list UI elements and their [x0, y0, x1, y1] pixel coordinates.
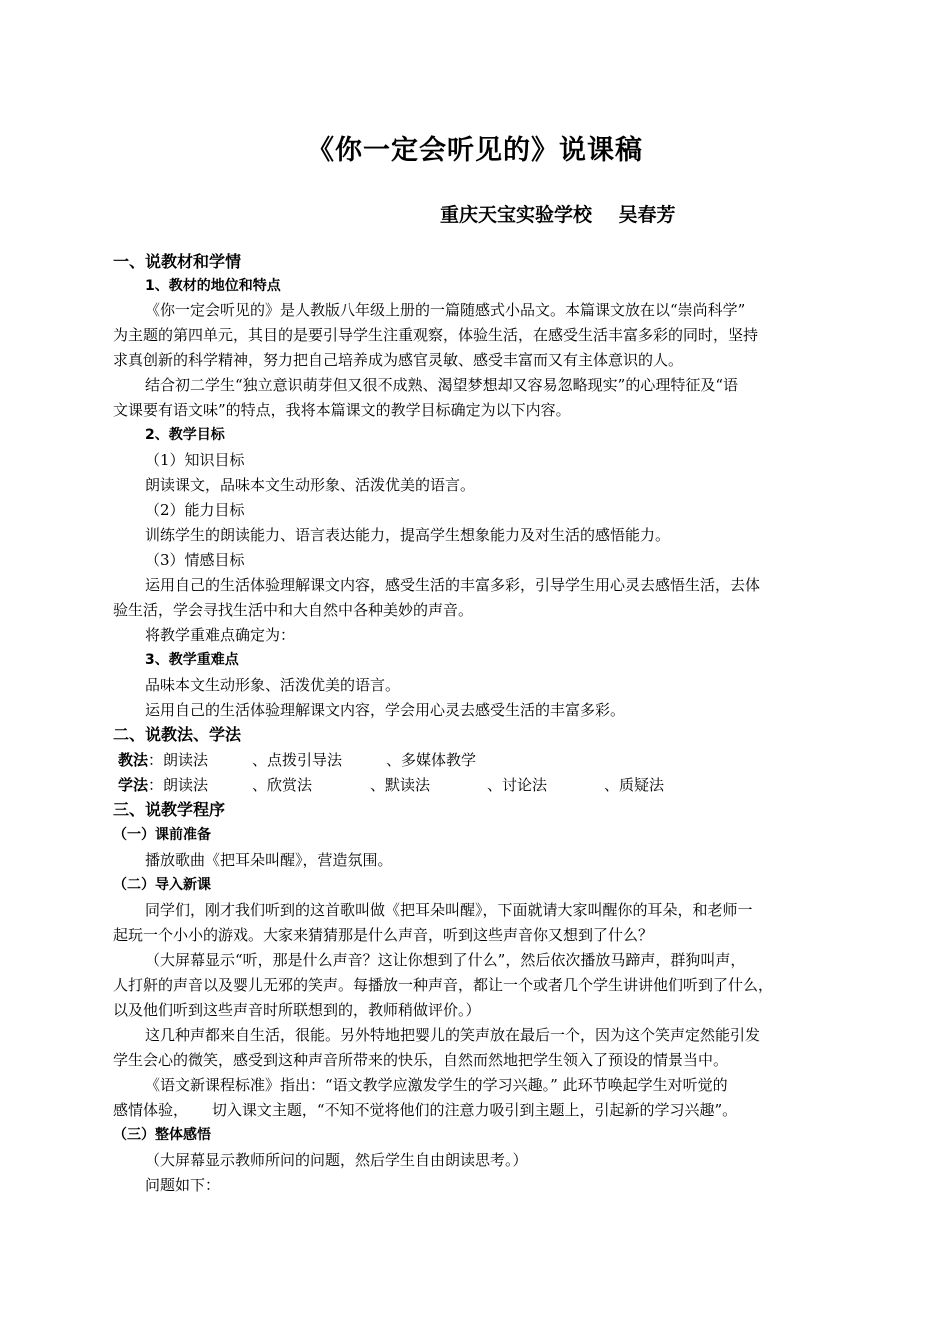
learning-method: 、讨论法 — [487, 776, 548, 794]
paragraph-line: 这几种声都来自生活，很能。另外特地把婴儿的笑声放在最后一个，因为这个笑声定然能引发 — [145, 1026, 761, 1044]
goal-knowledge-text: 朗读课文，品味本文生动形象、活泼优美的语言。 — [145, 476, 476, 494]
goal-emotion-label: （3）情感目标 — [145, 551, 245, 569]
paragraph-line: 感情体验， 切入课文主题，“不知不觉将他们的注意力吸引到主题上，引起新的学习兴趣”。 — [113, 1101, 738, 1119]
teaching-methods-label: 教法 — [118, 751, 149, 769]
paragraph-line: 播放歌曲《把耳朵叫醒》，营造氛围。 — [145, 851, 393, 869]
teaching-method: 、点拨引导法 — [252, 751, 343, 769]
keypoint-line: 运用自己的生活体验理解课文内容，学会用心灵去感受生活的丰富多彩。 — [145, 701, 626, 719]
paragraph-line: （大屏幕显示“听，那是什么声音？这让你想到了什么”，然后依次播放马蹄声，群狗叫声， — [145, 951, 746, 969]
paragraph-line: 起玩一个小小的游戏。大家来猜猜那是什么声音，听到这些声音你又想到了什么？ — [113, 926, 654, 944]
subheading-introduction: （二）导入新课 — [113, 877, 211, 893]
subheading-keypoints: 3、教学重难点 — [145, 652, 239, 668]
learning-methods-line — [118, 775, 208, 795]
paragraph-line: 同学们，刚才我们听到的这首歌叫做《把耳朵叫醒》，下面就请大家叫醒你的耳朵，和老师一 — [145, 901, 753, 919]
subheading-goals: 2、教学目标 — [145, 427, 225, 443]
paragraph-line: 结合初二学生“独立意识萌芽但又很不成熟、渴望梦想却又容易忽略现实”的心理特征及“语 — [145, 376, 739, 394]
teaching-methods-line: 教法：朗读法 — [118, 751, 209, 769]
teaching-method: 、多媒体教学 — [386, 751, 477, 769]
paragraph-line: 为主题的第四单元，其目的是要引导学生注重观察，体验生活，在感受生活丰富多彩的同时，坚持 — [113, 326, 759, 344]
paragraph-line: 学生会心的微笑，感受到这种声音所带来的快乐，自然而然地把学生领入了预设的情景当中。 — [113, 1051, 729, 1069]
goal-ability-label: （2）能力目标 — [145, 501, 245, 519]
paragraph-line: 求真创新的科学精神，努力把自己培养成为感官灵敏、感受丰富而又有主体意识的人。 — [113, 351, 684, 369]
section-heading-3: 三、说教学程序 — [113, 800, 226, 819]
subheading-overall: （三）整体感悟 — [113, 1127, 211, 1143]
learning-method: 、质疑法 — [604, 776, 665, 794]
paragraph-line: （大屏幕显示教师所问的问题，然后学生自由朗读思考。） — [145, 1151, 528, 1169]
learning-method: 、欣赏法 — [252, 776, 313, 794]
learning-methods-label: 学法 — [118, 776, 149, 794]
section-heading-1: 一、说教材和学情 — [113, 252, 242, 271]
goal-ability-text: 训练学生的朗读能力、语言表达能力，提高学生想象能力及对生活的感悟能力。 — [145, 526, 671, 544]
section-heading-2: 二、说教法、学法 — [113, 725, 242, 744]
learning-method: 、默读法 — [370, 776, 431, 794]
paragraph-line: 人打鼾的声音以及婴儿无邪的笑声。每播放一种声音，都让一个或者几个学生讲讲他们听到了什么， — [113, 976, 774, 994]
subheading-position: 1、教材的地位和特点 — [145, 278, 281, 294]
learning-method: ：朗读法 — [148, 776, 209, 794]
document-title: 《你一定会听见的》说课稿 — [307, 135, 643, 166]
paragraph-line: 验生活，学会寻找生活中和大自然中各种美妙的声音。 — [113, 601, 474, 619]
paragraph-line: 文课要有语文味”的特点，我将本篇课文的教学目标确定为以下内容。 — [113, 401, 571, 419]
paragraph-line: 问题如下： — [145, 1176, 221, 1194]
paragraph-line: 《语文新课程标准》指出：“语文教学应激发学生的学习兴趣。” 此环节唤起学生对听觉的 — [145, 1076, 728, 1094]
paragraph-line: 运用自己的生活体验理解课文内容，感受生活的丰富多彩，引导学生用心灵去感悟生活，去体 — [145, 576, 761, 594]
author-line: 重庆天宝实验学校 吴春芳 — [440, 204, 676, 226]
subheading-preparation: （一）课前准备 — [113, 827, 211, 843]
paragraph-line: 以及他们听到这些声音时所联想到的，教师稍做评价。） — [113, 1001, 481, 1019]
goal-knowledge-label: （1）知识目标 — [145, 451, 245, 469]
keypoint-line: 品味本文生动形象、活泼优美的语言。 — [145, 676, 401, 694]
paragraph-line: 《你一定会听见的》是人教版八年级上册的一篇随感式小品文。本篇课文放在以“崇尚科学” — [145, 301, 746, 319]
paragraph-line: 将教学重难点确定为： — [145, 626, 296, 644]
